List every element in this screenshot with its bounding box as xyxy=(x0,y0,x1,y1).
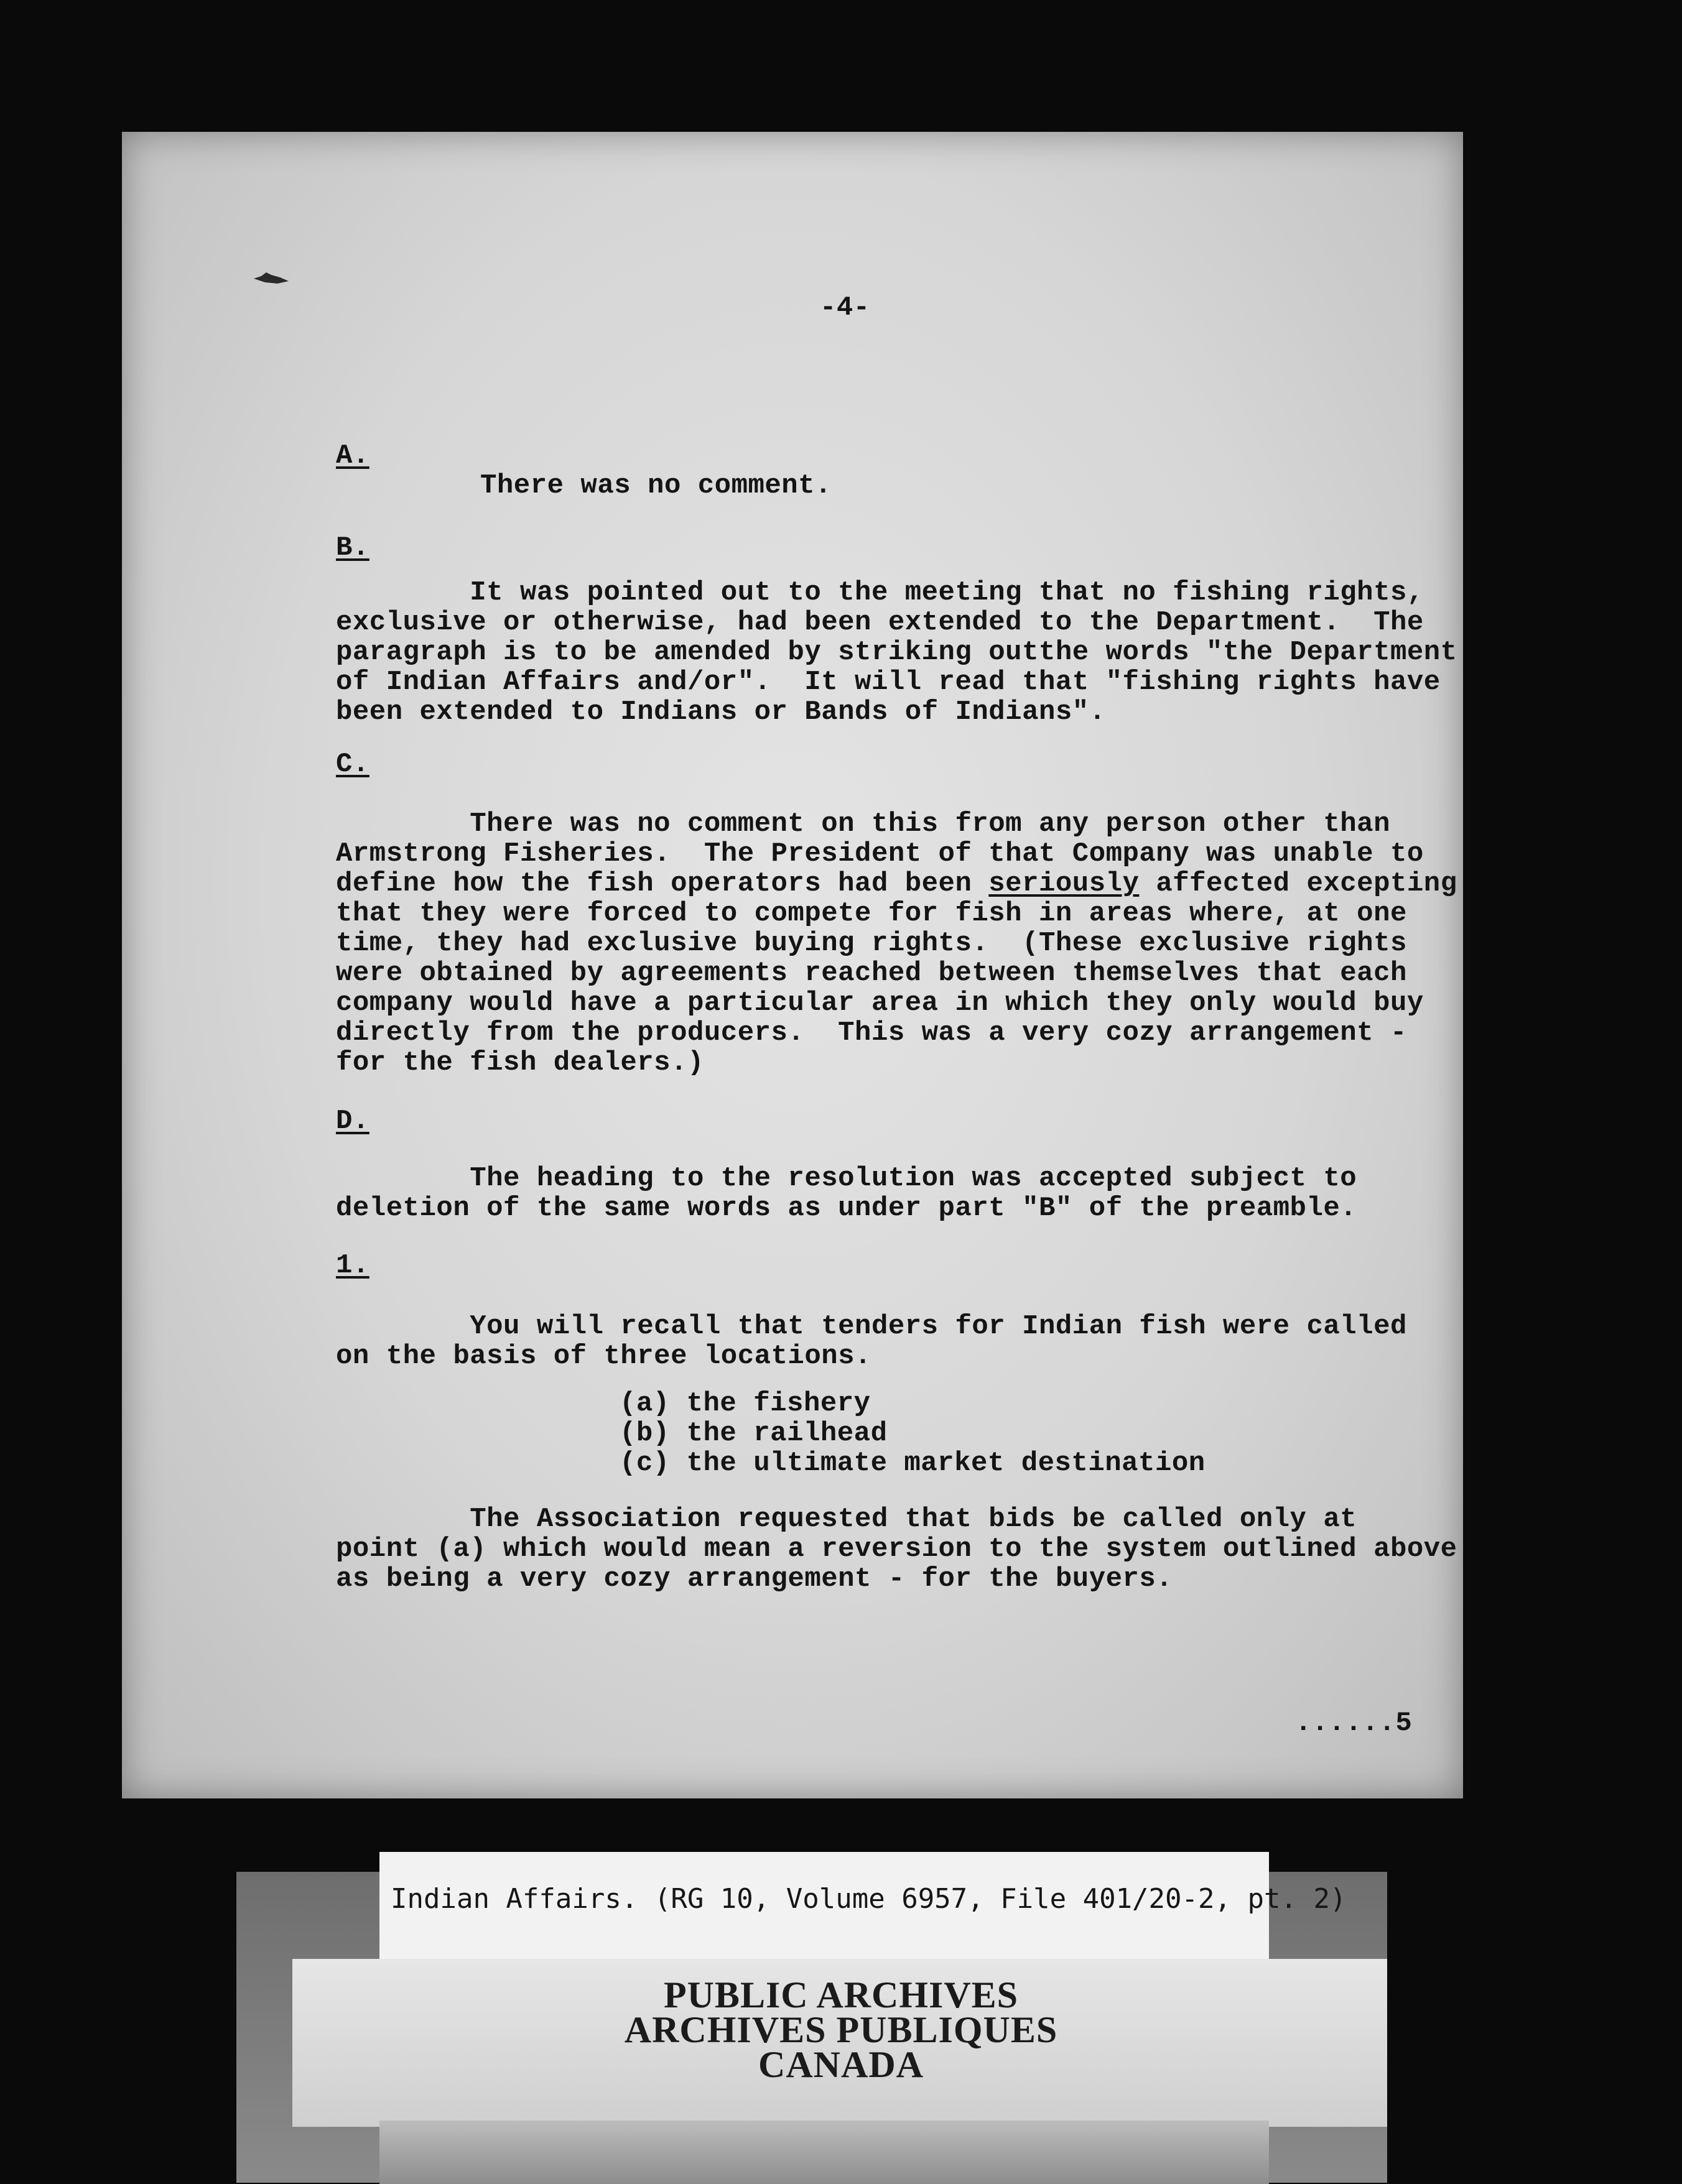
archive-stamp-card-lower xyxy=(379,2121,1269,2184)
section-1-line: as being a very cozy arrangement - for the buyers. xyxy=(336,1563,1173,1594)
section-d-line: deletion of the same words as under part "B" of the preamble. xyxy=(336,1193,1357,1224)
section-1-line: on the basis of three locations. xyxy=(336,1341,871,1372)
section-a-heading: A. xyxy=(336,440,369,471)
section-c-line: were obtained by agreements reached between themselves that each xyxy=(336,958,1407,989)
list-item: (b) the railhead xyxy=(620,1418,888,1449)
section-c-line3-start: define how the fish operators had been xyxy=(336,868,989,899)
section-c-line: that they were forced to compete for fish in areas where, at one xyxy=(336,898,1407,929)
section-a-text: There was no comment. xyxy=(480,470,832,501)
section-c-line: company would have a particular area in which they only would buy xyxy=(336,988,1424,1019)
list-item: (a) the fishery xyxy=(620,1388,871,1419)
section-c-line3-end: affected excepting xyxy=(1139,868,1457,899)
section-b-line: been extended to Indians or Bands of Indians". xyxy=(336,696,1106,728)
section-b-line: paragraph is to be amended by striking outthe words "the Department xyxy=(336,637,1457,668)
archive-stamp-line: CANADA xyxy=(758,2044,924,2085)
section-c-line: time, they had exclusive buying rights. (These exclusive rights xyxy=(336,928,1407,959)
section-1-line: point (a) which would mean a reversion to the system outlined above xyxy=(336,1534,1457,1565)
section-c-heading: C. xyxy=(336,749,369,780)
section-b-line: It was pointed out to the meeting that no fishing rights, xyxy=(336,577,1424,608)
archive-stamp-line: ARCHIVES PUBLIQUES xyxy=(624,2009,1058,2050)
section-b-line: of Indian Affairs and/or". It will read that "fishing rights have xyxy=(336,667,1441,698)
emphasis-seriously: seriously xyxy=(988,868,1140,899)
section-1-heading: 1. xyxy=(336,1250,369,1281)
list-item: (c) the ultimate market destination xyxy=(620,1448,1206,1479)
section-c-line xyxy=(336,868,1457,899)
page-number: -4- xyxy=(820,292,870,323)
section-1-line: The Association requested that bids be called only at xyxy=(336,1504,1357,1535)
section-c-line: There was no comment on this from any person other than xyxy=(336,808,1390,840)
section-b-line: exclusive or otherwise, had been extended to the Department. The xyxy=(336,607,1424,638)
ink-smudge-icon xyxy=(253,270,290,286)
section-c-line: for the fish dealers.) xyxy=(336,1047,704,1078)
section-c-line: directly from the producers. This was a very cozy arrangement - xyxy=(336,1017,1407,1048)
section-c-line: Armstrong Fisheries. The President of that Company was unable to xyxy=(336,838,1424,869)
section-d-heading: D. xyxy=(336,1106,369,1137)
section-d-line: The heading to the resolution was accepted subject to xyxy=(336,1163,1357,1194)
archive-stamp-line: PUBLIC ARCHIVES xyxy=(663,1974,1019,2015)
continuation-marker: ......5 xyxy=(1295,1708,1413,1739)
archive-reference: Indian Affairs. (RG 10, Volume 6957, File 401/20-2, pt. 2) xyxy=(391,1883,1347,1915)
section-1-line: You will recall that tenders for Indian fish were called xyxy=(336,1311,1407,1342)
section-b-heading: B. xyxy=(336,532,369,563)
